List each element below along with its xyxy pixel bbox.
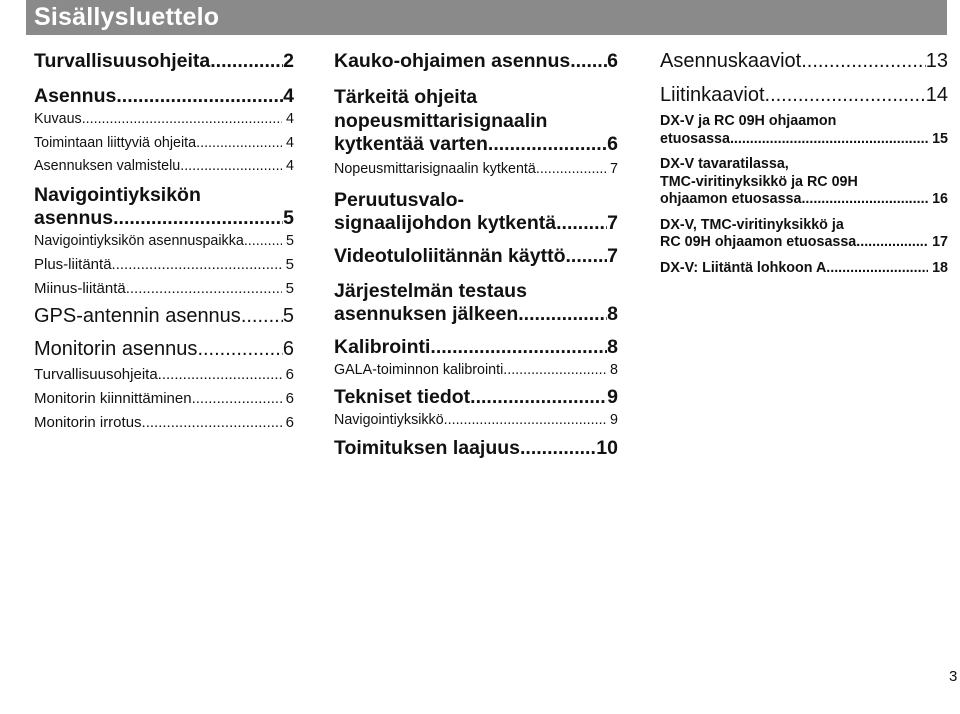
toc-subentry-monitor-removal[interactable]: Monitorin irrotus ..... 6 [34, 411, 294, 435]
toc-entry-speed-signal-line2: nopeusmittarisignaalin [334, 110, 548, 132]
toc-entry-monitor-installation[interactable]: Monitorin asennus ..... 6 [34, 338, 294, 361]
toc-entry-connector-diagrams[interactable]: Liitinkaaviot ..... 14 [660, 84, 948, 107]
toc-entry-system-test-line1: Järjestelmän testaus [334, 279, 527, 302]
toc-entry-video-input[interactable]: Videotuloliitännän käyttö ..... 7 [334, 245, 618, 268]
toc-entry-scope-of-delivery[interactable]: Toimituksen laajuus ..... 10 [334, 437, 618, 460]
toc-entry-technical-data[interactable]: Tekniset tiedot ..... 9 [334, 386, 618, 409]
toc-subentry-monitor-mounting[interactable]: Monitorin kiinnittäminen ..... 6 [34, 387, 294, 411]
toc-subentry-description[interactable]: Kuvaus ..... 4 [34, 108, 294, 132]
toc-entry-navigation-unit[interactable]: asennus ..... 5 [34, 207, 294, 230]
toc-subentry-dxv-rc09h-front-line1: DX-V ja RC 09H ohjaamon [660, 113, 837, 129]
toc-entry-speed-signal-line1: Tärkeitä ohjeita [334, 86, 478, 108]
toc-subentry-dxv-tmc-rc09h[interactable]: RC 09H ohjaamon etuosassa ..... 17 [660, 234, 948, 252]
toc-subentry-navigation-unit-data[interactable]: Navigointiyksikkö ..... 9 [334, 409, 618, 433]
toc-entry-reverse-light-line1: Peruutusvalo- [334, 188, 465, 211]
toc-subentry-installation-prep[interactable]: Asennuksen valmistelu ..... 4 [34, 155, 294, 179]
toc-column-1 [34, 40, 294, 435]
toc-subentry-dxv-trunk[interactable]: ohjaamon etuosassa ..... 16 [660, 191, 948, 209]
toc-subentry-gala-calibration[interactable]: GALA-toiminnon kalibrointi ..... 8 [334, 359, 618, 383]
page-title: Sisällysluettelo [34, 3, 220, 31]
toc-entry-installation-diagrams[interactable]: Asennuskaaviot ..... 13 [660, 50, 948, 73]
toc-subentry-navigation-unit-location[interactable]: Navigointiyksikön asennuspaikka ..... 5 [34, 230, 294, 254]
toc-subentry-dxv-block-a[interactable]: DX-V: Liitäntä lohkoon A ..... 18 [660, 260, 948, 278]
section-title-bar [26, 0, 947, 35]
toc-subentry-monitor-safety[interactable]: Turvallisuusohjeita ..... 6 [34, 363, 294, 387]
toc-subentry-speed-signal-connection[interactable]: Nopeusmittarisignaalin kytkentä ..... 7 [334, 158, 618, 182]
toc-entry-installation[interactable]: Asennus ..... 4 [34, 85, 294, 108]
toc-subentry-operating-instructions[interactable]: Toimintaan liittyviä ohjeita ..... 4 [34, 132, 294, 156]
toc-entry-gps-antenna[interactable]: GPS-antennin asennus ..... 5 [34, 305, 294, 328]
toc-entry-reverse-light[interactable]: signaalijohdon kytkentä ..... 7 [334, 212, 618, 235]
toc-entry-calibration[interactable]: Kalibrointi ..... 8 [334, 336, 618, 359]
toc-entry-system-test[interactable]: asennuksen jälkeen ..... 8 [334, 303, 618, 326]
toc-entry-safety[interactable]: Turvallisuusohjeita ..... 2 [34, 50, 294, 73]
toc-column-2 [334, 40, 618, 460]
toc-entry-speed-signal[interactable]: kytkentää varten ..... 6 [334, 133, 618, 156]
toc-subentry-dxv-rc09h-front[interactable]: etuosassa ..... 15 [660, 131, 948, 149]
toc-subentry-dxv-trunk-line1: DX-V tavaratilassa, [660, 156, 789, 172]
toc-subentry-plus-connection[interactable]: Plus-liitäntä ..... 5 [34, 253, 294, 277]
page-number: 3 [949, 668, 958, 685]
toc-column-3 [660, 40, 948, 277]
toc-subentry-dxv-trunk-line2: TMC-viritinyksikkö ja RC 09H [660, 173, 858, 190]
toc-entry-navigation-unit-line1: Navigointiyksikön [34, 183, 201, 206]
toc-entry-remote-installation[interactable]: Kauko-ohjaimen asennus ..... 6 [334, 50, 618, 73]
toc-subentry-minus-connection[interactable]: Miinus-liitäntä ..... 5 [34, 277, 294, 301]
toc-subentry-dxv-tmc-rc09h-line1: DX-V, TMC-viritinyksikkö ja [660, 216, 844, 233]
